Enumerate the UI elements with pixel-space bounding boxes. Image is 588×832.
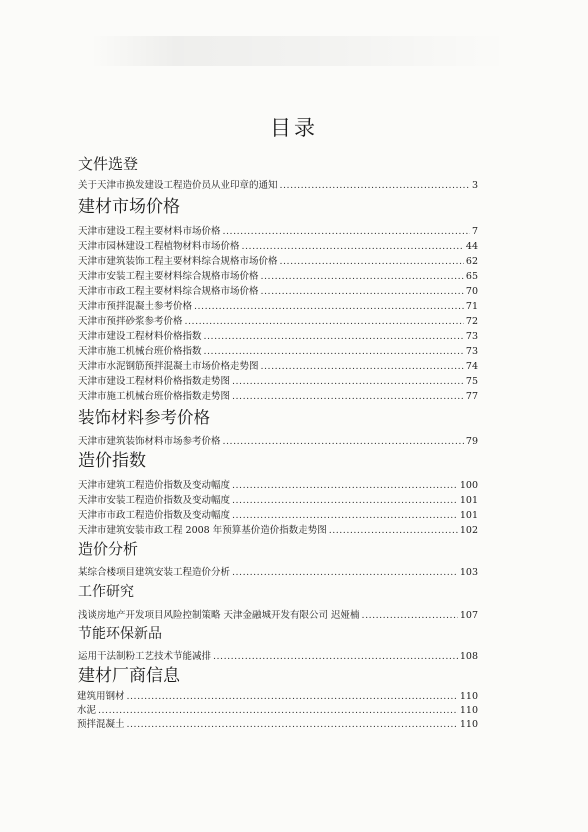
entry-page: 107 (459, 609, 478, 621)
leader-dots (280, 178, 470, 193)
entry-page: 75 (465, 375, 478, 387)
entry-title: 天津市建设工程材料价格指数 (78, 330, 202, 342)
toc-section-changshang (78, 667, 478, 733)
leader-dots (204, 344, 464, 359)
entry-title: 天津市水泥钢筋预拌混凝土市场价格走势图 (78, 360, 259, 372)
toc-entry[interactable] (78, 508, 478, 523)
toc-section-fenxi (78, 541, 478, 579)
leader-dots (127, 690, 458, 704)
toc-entry[interactable] (78, 359, 478, 374)
entry-page: 100 (459, 480, 478, 492)
entry-title: 天津市建筑装饰材料市场参考价格 (78, 435, 221, 447)
section-title: 造价指数 (78, 450, 146, 471)
toc-entry[interactable] (78, 478, 478, 493)
toc-entry[interactable] (78, 389, 478, 404)
entry-title: 天津市预拌砂浆参考价格 (78, 315, 183, 327)
toc-section-jiancai (78, 198, 478, 404)
entry-page: 74 (465, 360, 478, 372)
toc-entry[interactable] (78, 374, 478, 389)
toc-entry[interactable] (77, 704, 478, 718)
entry-page: 102 (459, 525, 478, 537)
leader-dots (232, 374, 464, 389)
toc-entry[interactable] (78, 284, 478, 299)
entry-page: 79 (465, 435, 478, 447)
entry-title: 建筑用钢材 (77, 691, 125, 703)
entry-title: 天津市施工机械台班价格指数 (78, 345, 202, 357)
toc-section-yanjiu (78, 584, 478, 623)
toc-entry[interactable] (78, 565, 478, 580)
entry-page: 73 (465, 330, 478, 342)
entry-page: 101 (459, 495, 478, 507)
entry-title: 关于天津市换发建设工程造价员从业印章的通知 (78, 180, 278, 192)
section-title: 装饰材料参考价格 (78, 407, 210, 427)
toc-entry[interactable] (78, 493, 478, 508)
entry-title: 天津市施工机械台班价格指数走势图 (78, 390, 231, 402)
toc-section-zaojia (78, 452, 478, 539)
toc-entry[interactable] (78, 608, 478, 623)
entry-page: 103 (459, 566, 478, 578)
entry-page: 71 (465, 300, 478, 312)
leader-dots (261, 284, 464, 299)
toc-entry[interactable] (77, 718, 478, 732)
section-title: 建材厂商信息 (78, 665, 180, 686)
leader-dots (204, 329, 464, 344)
entry-title: 天津市市政工程造价指数及变动幅度 (78, 510, 231, 522)
entry-title: 天津市建设工程主要材料市场价格 (78, 225, 221, 237)
entry-title: 预拌混凝土 (77, 719, 125, 731)
entry-page: 110 (459, 705, 478, 717)
leader-dots (194, 299, 464, 314)
entry-page: 62 (465, 255, 478, 267)
page-title: 目录 (270, 116, 318, 141)
entry-title: 某综合楼项目建筑安装工程造价分析 (78, 566, 231, 578)
leader-dots (232, 389, 464, 404)
section-title: 文件选登 (78, 155, 139, 173)
entry-page: 110 (459, 719, 478, 731)
leader-dots (329, 523, 458, 538)
entry-page: 3 (471, 180, 478, 192)
entry-page: 110 (459, 691, 478, 703)
entry-title: 浅谈房地产开发项目风险控制策略 天津金融城开发有限公司 迟娅楠 (78, 609, 360, 621)
leader-dots (232, 508, 458, 523)
toc-entry[interactable] (78, 239, 478, 254)
entry-title: 天津市建筑装饰工程主要材料综合规格市场价格 (78, 255, 278, 267)
leader-dots (223, 224, 470, 239)
section-title: 造价分析 (78, 540, 139, 559)
leader-dots (232, 493, 458, 508)
entry-page: 44 (465, 240, 478, 252)
toc-entry[interactable] (78, 254, 478, 269)
entry-page: 7 (471, 225, 478, 237)
toc-entry[interactable] (78, 649, 478, 664)
leader-dots (362, 608, 458, 623)
entry-page: 77 (465, 390, 478, 402)
toc-entry[interactable] (78, 299, 478, 314)
leader-dots (232, 565, 458, 580)
entry-title: 天津市建筑工程造价指数及变动幅度 (78, 480, 231, 492)
toc-entry[interactable] (77, 690, 478, 704)
leader-dots (127, 718, 458, 732)
leader-dots (261, 359, 464, 374)
toc-entry[interactable] (78, 329, 478, 344)
leader-dots (280, 254, 464, 269)
entry-page: 70 (465, 285, 478, 297)
toc-entry[interactable] (78, 314, 478, 329)
entry-page: 73 (465, 345, 478, 357)
entry-page: 101 (459, 510, 478, 522)
entry-title: 天津市预拌混凝土参考价格 (78, 300, 193, 312)
toc-section-jieneng (78, 626, 478, 664)
toc-entry[interactable] (78, 269, 478, 284)
entry-page: 72 (465, 315, 478, 327)
entry-page: 108 (459, 650, 478, 662)
scan-smudge (90, 36, 510, 66)
section-title: 建材市场价格 (78, 197, 180, 218)
leader-dots (223, 434, 464, 449)
section-title: 工作研究 (78, 583, 134, 600)
entry-title: 天津市园林建设工程植物材料市场价格 (78, 240, 240, 252)
table-of-contents (78, 156, 478, 732)
toc-entry[interactable] (78, 434, 478, 449)
leader-dots (185, 314, 464, 329)
toc-section-wenjian (78, 156, 478, 193)
leader-dots (261, 269, 464, 284)
entry-title: 天津市建筑安装市政工程 2008 年预算基价造价指数走势图 (78, 525, 327, 537)
toc-section-zhuangshi (78, 409, 478, 449)
entry-title: 运用干法制粉工艺技术节能减排 (78, 650, 212, 662)
entry-title: 水泥 (77, 705, 97, 717)
entry-page: 65 (465, 270, 478, 282)
leader-dots (242, 239, 464, 254)
entry-title: 天津市安装工程造价指数及变动幅度 (78, 495, 231, 507)
toc-entry[interactable] (78, 178, 478, 193)
section-title: 节能环保新品 (78, 625, 162, 642)
leader-dots (232, 478, 458, 493)
toc-entry[interactable] (78, 224, 478, 239)
entry-title: 天津市建设工程材料价格指数走势图 (78, 375, 231, 387)
toc-entry[interactable] (78, 344, 478, 359)
entry-title: 天津市市政工程主要材料综合规格市场价格 (78, 285, 259, 297)
toc-entry[interactable] (78, 523, 478, 538)
leader-dots (98, 704, 458, 718)
leader-dots (213, 649, 458, 664)
entry-title: 天津市安装工程主要材料综合规格市场价格 (78, 270, 259, 282)
